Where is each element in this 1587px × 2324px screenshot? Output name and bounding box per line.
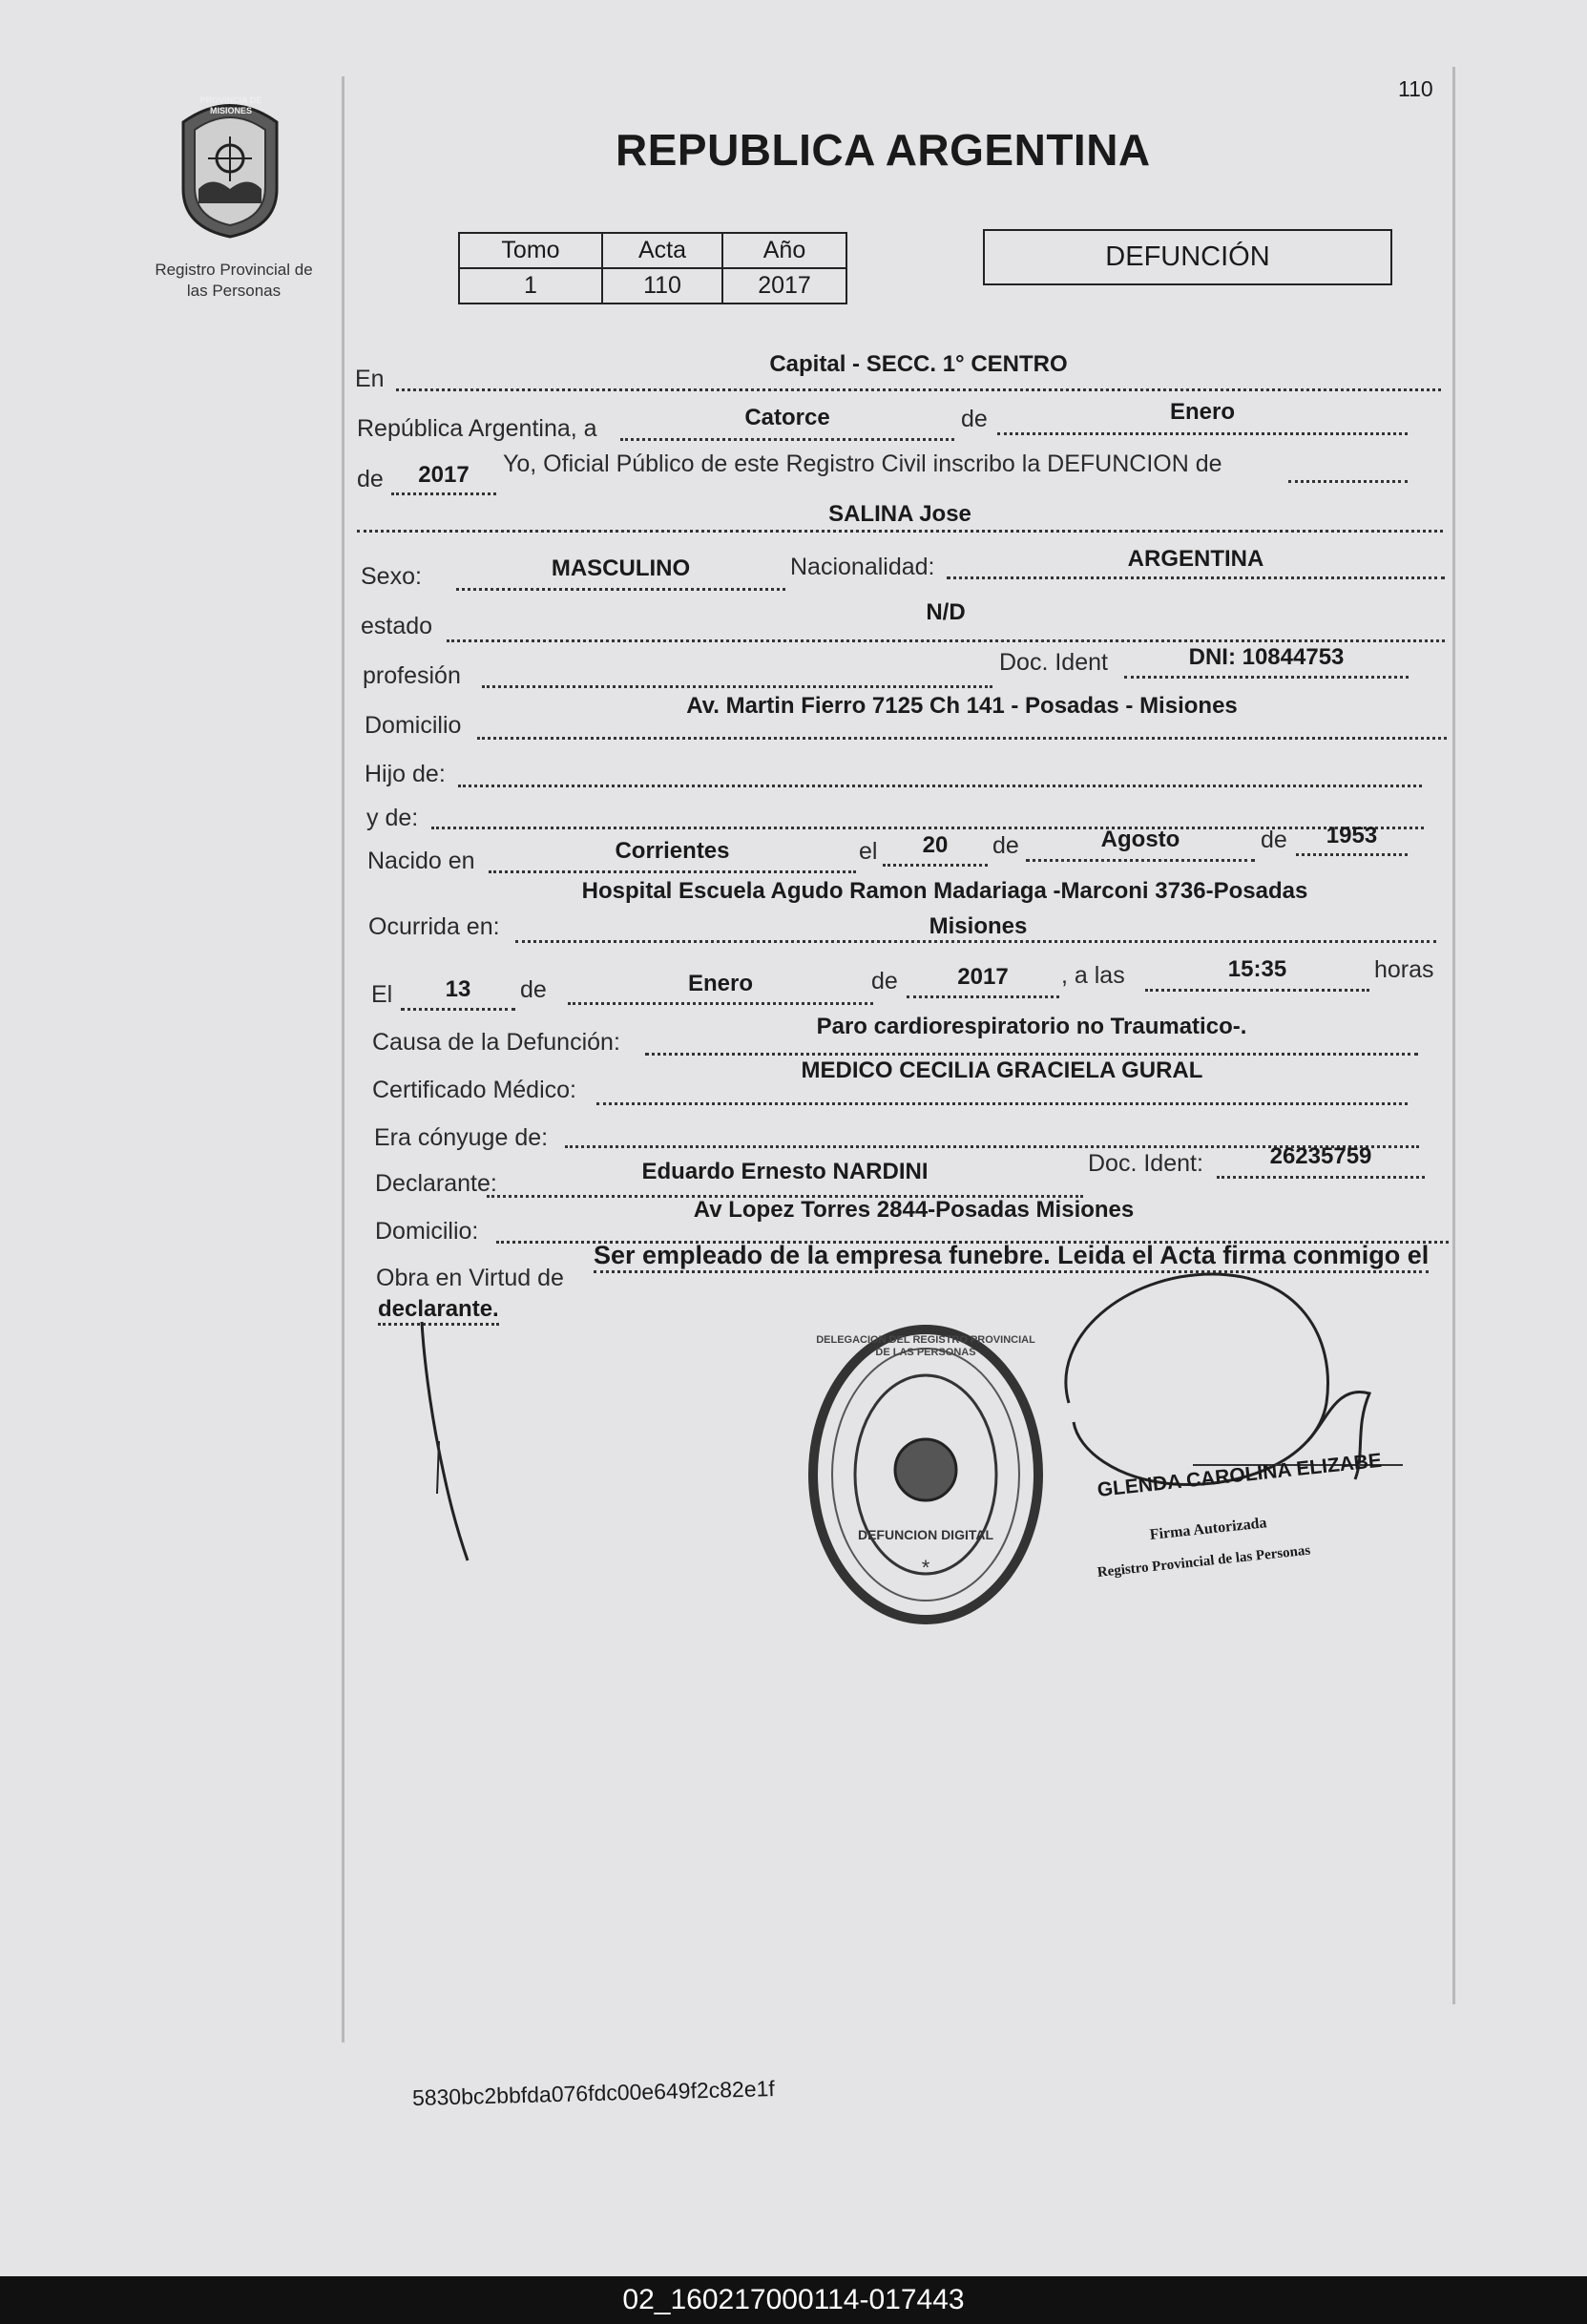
signature-mark-left [410, 1317, 487, 1565]
value-def-dia: 13 [445, 976, 471, 1002]
official-stamp-line2: Firma Autorizada [1149, 1515, 1268, 1543]
dots-ocurrida [515, 940, 1436, 943]
seal-text: PROVINCIA DE MISIONES [199, 95, 262, 115]
delegation-stamp-outer-text: DELEGACION DEL REGISTRO PROVINCIAL DE LAS PERSONAS [816, 1334, 1035, 1358]
value-nacido-en: Corrientes [615, 838, 730, 864]
dots-declarante-doc [1217, 1176, 1425, 1179]
value-nac-dia: 20 [922, 832, 949, 858]
dots-domicilio [477, 737, 1447, 740]
label-de-anio: de [357, 466, 384, 492]
dots-nac-anio [1296, 853, 1408, 856]
label-de-nac-anio: de [1261, 827, 1287, 853]
registry-caption-line2: las Personas [186, 282, 282, 300]
value-declarante: Eduardo Ernesto NARDINI [641, 1159, 929, 1184]
value-nacionalidad: ARGENTINA [1127, 546, 1264, 572]
value-domicilio: Av. Martin Fierro 7125 Ch 141 - Posadas - Misiones [686, 693, 1238, 719]
value-lugar: Capital - SECC. 1° CENTRO [769, 351, 1068, 377]
label-de-def-anio: de [871, 968, 898, 995]
label-conyuge: Era cónyuge de: [374, 1124, 549, 1151]
dots-causa [645, 1053, 1418, 1056]
value-obra-line2: declarante. [378, 1296, 499, 1326]
dots-sexo [456, 588, 785, 591]
label-domicilio: Domicilio [365, 712, 462, 739]
label-de-mes: de [961, 406, 988, 432]
dots-estado [447, 639, 1445, 642]
dots-def-hora [1145, 989, 1369, 992]
label-estado: estado [361, 613, 433, 639]
label-doc-ident: Doc. Ident [999, 649, 1108, 676]
dots-nacido-en [489, 870, 856, 873]
value-declarante-domicilio: Av Lopez Torres 2844-Posadas Misiones [693, 1197, 1135, 1223]
record-table [458, 232, 847, 304]
dots-def-anio [907, 995, 1059, 998]
label-doc-ident2: Doc. Ident: [1088, 1150, 1203, 1177]
dots-dia [620, 438, 954, 441]
dots-nac-mes [1026, 859, 1255, 862]
value-dia-letras: Catorce [744, 405, 830, 430]
value-estado: N/D [926, 599, 966, 625]
dots-mes [997, 432, 1408, 435]
value-ocurrida-line2: Misiones [929, 913, 1028, 939]
label-obra-en-virtud: Obra en Virtud de [376, 1265, 564, 1291]
svg-text:*: * [921, 1556, 930, 1580]
registry-caption-line1: Registro Provincial de [155, 261, 313, 279]
page-number: 110 [1398, 76, 1433, 101]
header-acta: Acta [602, 233, 722, 268]
value-ocurrida-line1: Hospital Escuela Agudo Ramon Madariaga -Marconi 3736-Posadas [581, 878, 1308, 904]
value-dni: DNI: 10844753 [1188, 644, 1345, 670]
value-tomo: 1 [459, 268, 602, 304]
dots-nombre [357, 530, 1443, 533]
label-sexo: Sexo: [361, 563, 422, 590]
value-nac-mes: Agosto [1100, 827, 1180, 852]
value-nac-anio: 1953 [1326, 823, 1378, 848]
value-def-anio: 2017 [957, 964, 1009, 990]
record-type-box: DEFUNCIÓN [983, 229, 1392, 285]
label-causa: Causa de la Defunción: [372, 1029, 620, 1056]
label-domicilio2: Domicilio: [375, 1218, 479, 1245]
delegation-stamp-inner-text: DEFUNCION DIGITAL [857, 1527, 994, 1542]
label-hijo-de: Hijo de: [365, 761, 446, 787]
right-margin-line [1452, 67, 1455, 2004]
dots-anio [391, 492, 496, 495]
document-title: REPUBLICA ARGENTINA [616, 125, 1151, 175]
dots-dni [1124, 676, 1409, 679]
label-nacionalidad: Nacionalidad: [790, 554, 935, 580]
label-declarante: Declarante: [375, 1170, 497, 1197]
official-stamp-line3: Registro Provincial de las Personas [1096, 1542, 1311, 1581]
value-def-mes: Enero [687, 971, 753, 996]
dots-certificado [596, 1102, 1408, 1105]
label-el: el [859, 838, 878, 865]
label-a-las: , a las [1061, 962, 1125, 989]
official-stamp-line1: GLENDA CAROLINA ELIZABE [1096, 1449, 1383, 1501]
dots-def-dia [401, 1008, 515, 1011]
delegation-stamp [802, 1317, 1050, 1632]
value-sexo: MASCULINO [551, 555, 691, 581]
label-ocurrida-en: Ocurrida en: [368, 913, 500, 940]
value-declarante-doc: 26235759 [1269, 1143, 1372, 1169]
label-en: En [355, 366, 385, 392]
header-tomo: Tomo [459, 233, 602, 268]
label-horas: horas [1374, 956, 1434, 983]
label-nacido-en: Nacido en [367, 848, 475, 874]
file-id: 02_160217000114-017443 [622, 2284, 965, 2315]
label-de-nac-mes: de [992, 832, 1019, 859]
value-mes: Enero [1169, 399, 1235, 425]
dots-lugar [396, 388, 1441, 391]
dots-nac-dia [883, 864, 988, 867]
label-el-cap: El [371, 981, 393, 1008]
value-def-hora: 15:35 [1227, 956, 1287, 982]
dots-def-mes [568, 1002, 873, 1005]
document-hash: 5830bc2bbfda076fdc00e649f2c82e1f [411, 2076, 776, 2110]
value-anio: 2017 [418, 462, 470, 488]
value-certificado: MEDICO CECILIA GRACIELA GURAL [801, 1057, 1203, 1083]
value-causa: Paro cardiorespiratorio no Traumatico-. [816, 1014, 1247, 1039]
label-profesion: profesión [363, 662, 461, 689]
value-obra-line1: Ser empleado de la empresa funebre. Leida el Acta firma conmigo el [594, 1241, 1429, 1273]
dots-nacionalidad [947, 576, 1445, 579]
left-margin-line [342, 76, 345, 2042]
label-yo-oficial: Yo, Oficial Público de este Registro Civil inscribo la DEFUNCION de [503, 450, 1222, 477]
value-anio: 2017 [722, 268, 846, 304]
dots-profesion [482, 685, 992, 688]
dots-inscribo [1288, 480, 1408, 483]
label-de-def-mes: de [520, 976, 547, 1003]
label-republica: República Argentina, a [357, 415, 597, 442]
value-nombre: SALINA Jose [828, 501, 971, 527]
value-acta: 110 [602, 268, 722, 304]
header-anio: Año [722, 233, 846, 268]
dots-hijo-de [458, 785, 1422, 787]
label-y-de: y de: [366, 805, 419, 831]
label-certificado: Certificado Médico: [372, 1077, 576, 1103]
